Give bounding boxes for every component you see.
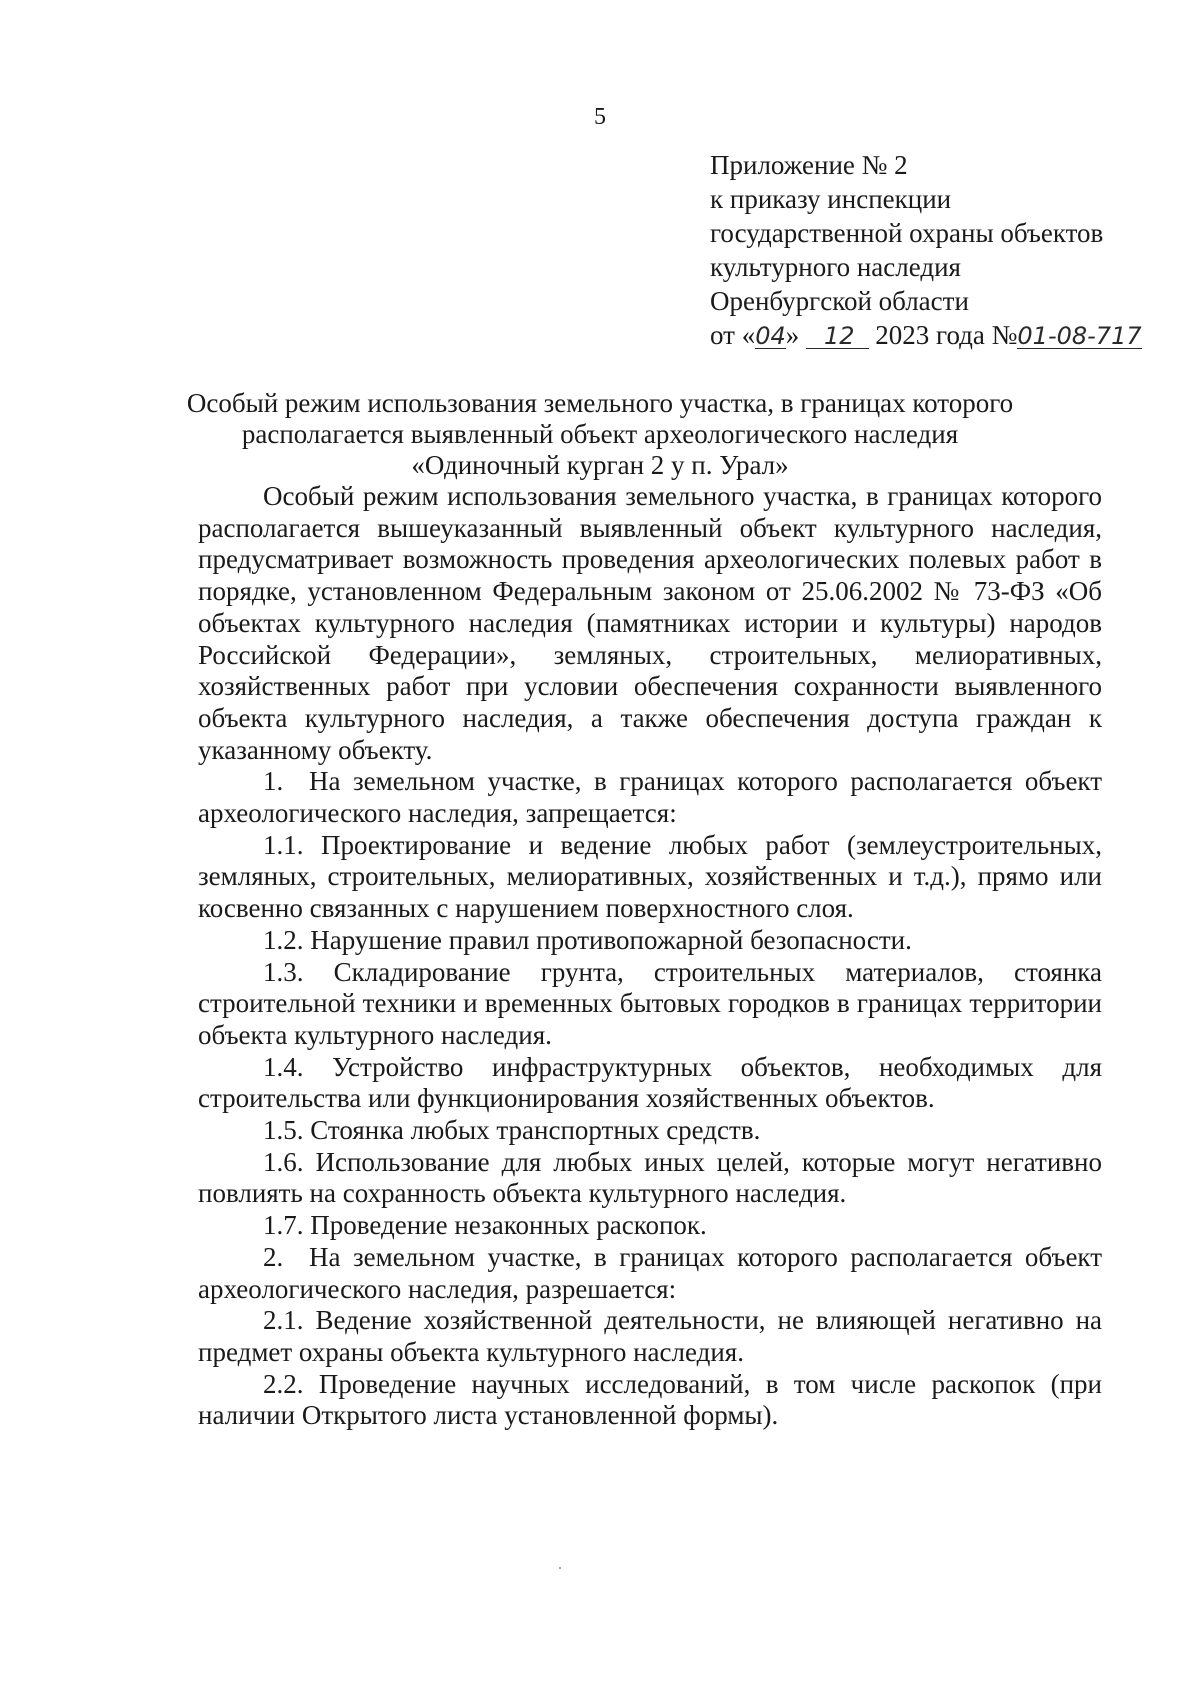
list-item bbox=[198, 1147, 1102, 1210]
handwritten-month: 12 bbox=[806, 324, 869, 349]
date-close: » bbox=[785, 320, 800, 350]
item-text: Использование для любых иных целей, которые могут негативно повлиять на сохранность объекта культурного наследия. bbox=[198, 1146, 1102, 1209]
document-title bbox=[140, 388, 1060, 481]
item-number: 1.2. bbox=[263, 924, 304, 955]
section-text: На земельном участке, в границах которого располагается объект археологического наследия, разрешается: bbox=[198, 1241, 1102, 1304]
list-item bbox=[198, 957, 1102, 1052]
item-text: Нарушение правил противопожарной безопасности. bbox=[310, 924, 912, 955]
page-number: 5 bbox=[594, 104, 606, 130]
list-item bbox=[198, 1052, 1102, 1115]
list-item bbox=[198, 1115, 1102, 1147]
item-text: Стоянка любых транспортных средств. bbox=[310, 1115, 761, 1146]
list-item bbox=[198, 925, 1102, 957]
annex-line: Приложение № 2 bbox=[710, 150, 908, 180]
item-number: 2.1. bbox=[263, 1305, 304, 1336]
title-line: Особый режим использования земельного участка, в границах которого bbox=[186, 388, 1014, 418]
item-number: 1.1. bbox=[263, 829, 304, 860]
item-number: 1.7. bbox=[263, 1210, 304, 1241]
item-text: Складирование грунта, строительных материалов, стоянка строительной техники и временных бытовых городков в границах территории объекта культурного наследия. bbox=[198, 956, 1102, 1050]
annex-line: культурного наследия bbox=[710, 252, 961, 282]
intro-paragraph: Особый режим использования земельного участка, в границах которого располагается вышеуказанный выявленный объект культурного наследия, предусматривает возможность проведения археологических полевых работ в порядке, установленном Федеральным законом от 25.06.2002 № 73-ФЗ «Об объектах культурного наследия (памятниках истории и культуры) народов Российской Федерации», земляных, строительных, мелиоративных, хозяйственных работ при условии обеспечения сохранности выявленного объекта культурного наследия, а также обеспечения доступа граждан к указанному объекту. bbox=[198, 481, 1102, 765]
item-text: Проведение научных исследований, в том числе раскопок (при наличии Открытого листа установленной формы). bbox=[198, 1368, 1103, 1431]
list-item bbox=[198, 1305, 1102, 1368]
annex-line: государственной охраны объектов bbox=[710, 218, 1104, 248]
section-text: На земельном участке, в границах которого располагается объект археологического наследия, запрещается: bbox=[198, 766, 1102, 829]
item-number: 1.6. bbox=[263, 1146, 304, 1177]
handwritten-day: 04 bbox=[755, 322, 786, 350]
title-line: «Одиночный курган 2 у п. Урал» bbox=[411, 450, 789, 480]
annex-line: к приказу инспекции bbox=[710, 184, 952, 214]
date-prefix: от « bbox=[710, 320, 756, 350]
item-text: Ведение хозяйственной деятельности, не влияющей негативно на предмет охраны объекта культурного наследия. bbox=[198, 1305, 1103, 1367]
section-1 bbox=[198, 766, 1102, 829]
item-number: 1.3. bbox=[263, 956, 304, 987]
scan-speck bbox=[559, 1567, 561, 1569]
section-number: 1. bbox=[263, 766, 284, 797]
item-text: Проектирование и ведение любых работ (землеустроительных, земляных, строительных, мелиоративных, хозяйственных и т.д.), прямо или косвенно связанных с нарушением поверхностного слоя. bbox=[198, 829, 1102, 924]
list-item bbox=[198, 830, 1102, 925]
handwritten-order-number: 01-08-717 bbox=[1017, 322, 1142, 350]
annex-block bbox=[710, 148, 1180, 352]
item-number: 2.2. bbox=[263, 1368, 304, 1399]
item-number: 1.4. bbox=[263, 1051, 304, 1082]
title-line: располагается выявленный объект археологического наследия bbox=[241, 419, 959, 449]
section-number: 2. bbox=[263, 1241, 284, 1272]
item-text: Устройство инфраструктурных объектов, необходимых для строительства или функционирования хозяйственных объектов. bbox=[198, 1051, 1102, 1114]
list-item bbox=[198, 1210, 1102, 1242]
year-text: 2023 года № bbox=[875, 320, 1018, 350]
item-number: 1.5. bbox=[263, 1115, 304, 1146]
document-body bbox=[198, 481, 1102, 1432]
annex-line: Оренбургской области bbox=[710, 286, 969, 316]
list-item bbox=[198, 1369, 1102, 1432]
section-2 bbox=[198, 1242, 1102, 1305]
item-text: Проведение незаконных раскопок. bbox=[310, 1210, 707, 1241]
annex-date-line bbox=[710, 318, 1180, 352]
